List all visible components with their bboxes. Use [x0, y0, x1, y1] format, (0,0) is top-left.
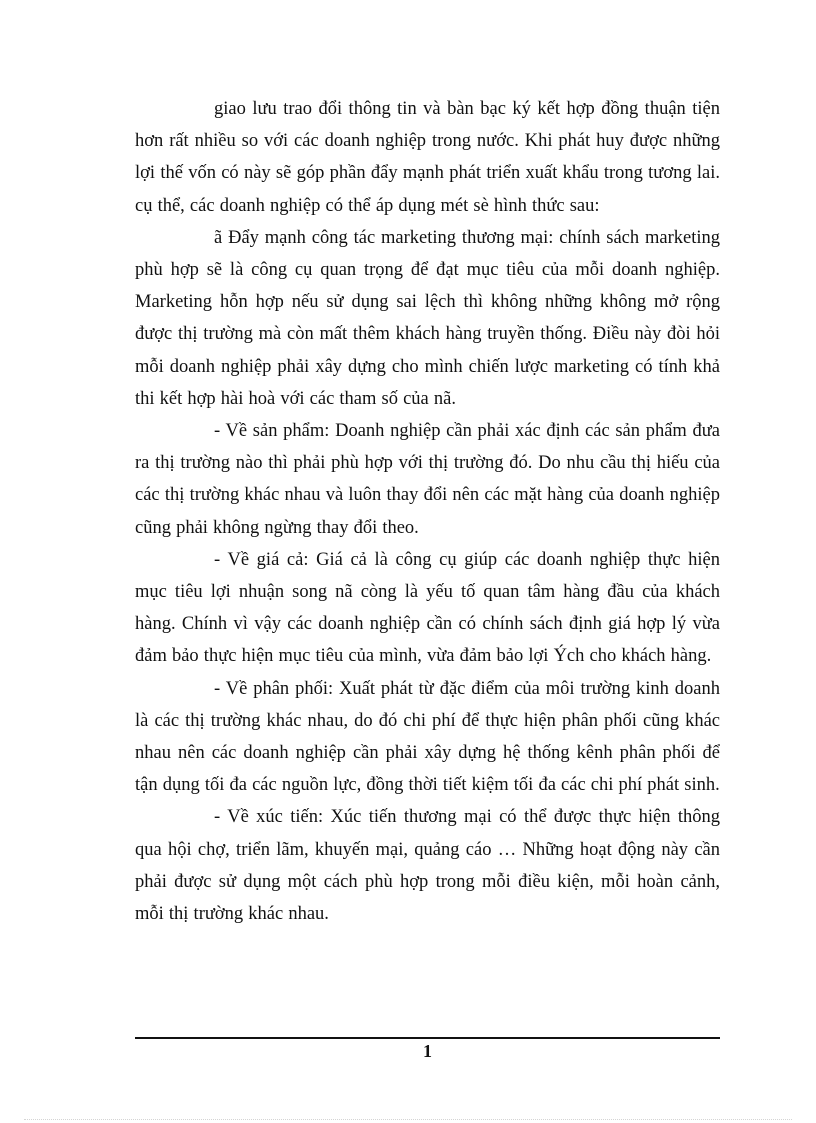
intro-paragraph: giao lưu trao đổi thông tin và bàn bạc ký kết hợp đồng thuận tiện hơn rất nhiều so với các doanh nghiệp trong nước. Khi phát huy được những lợi thế vốn có này sẽ góp phần đẩy mạnh phát triển xuất khẩu trong tương lai. cụ thể, các doanh nghiệp có thể áp dụng mét sè hình thức sau:: [135, 99, 720, 216]
product-paragraph: - Về sản phẩm: Doanh nghiệp cần phải xác định các sản phẩm đưa ra thị trường nào thì phải phù hợp với thị trường đó. Do nhu cầu thị hiếu của các thị trường khác nhau và luôn thay đổi nên các mặt hàng của doanh nghiệp cũng phải không ngừng thay đổi theo.: [135, 421, 720, 538]
promotion-paragraph: - Về xúc tiến: Xúc tiến thương mại có thể được thực hiện thông qua hội chợ, triển lãm, khuyến mại, quảng cáo … Những hoạt động này cần phải được sử dụng một cách phù hợp trong mỗi điều kiện, mỗi hoàn cảnh, mỗi thị trường khác nhau.: [135, 807, 720, 925]
marketing-paragraph: ã Đẩy mạnh công tác marketing thương mại: chính sách marketing phù hợp sẽ là công cụ quan trọng để đạt mục tiêu của mỗi doanh nghiệp. Marketing hỗn hợp nếu sử dụng sai lệch thì không những không mở rộng được thị trường mà còn mất thêm khách hàng truyền thống. Điều này đòi hỏi mỗi doanh nghiệp phải xây dựng cho mình chiến lược marketing có tính khả thi kết hợp hài hoà với các tham số của nã.: [135, 227, 720, 409]
body-text: [135, 93, 720, 930]
footer-rule: [135, 1037, 720, 1039]
page-number: 1: [423, 1041, 432, 1061]
page-bottom-dotted-border: [24, 1119, 792, 1120]
distribution-paragraph: - Về phân phối: Xuất phát từ đặc điểm của môi trường kinh doanh là các thị trường khác nhau, do đó chi phí để thực hiện phân phối cũng khác nhau nên các doanh nghiệp cần phải xây dựng hệ thống kênh phân phối để tận dụng tối đa các nguồn lực, đồng thời tiết kiệm tối đa các chi phí phát sinh.: [135, 678, 720, 796]
price-paragraph: - Về giá cả: Giá cả là công cụ giúp các doanh nghiệp thực hiện mục tiêu lợi nhuận song nã còng là yếu tố quan tâm hàng đầu của khách hàng. Chính vì vậy các doanh nghiệp cần có chính sách định giá hợp lý vừa đảm bảo thực hiện mục tiêu của mình, vừa đảm bảo lợi Ých cho khách hàng.: [135, 549, 720, 667]
